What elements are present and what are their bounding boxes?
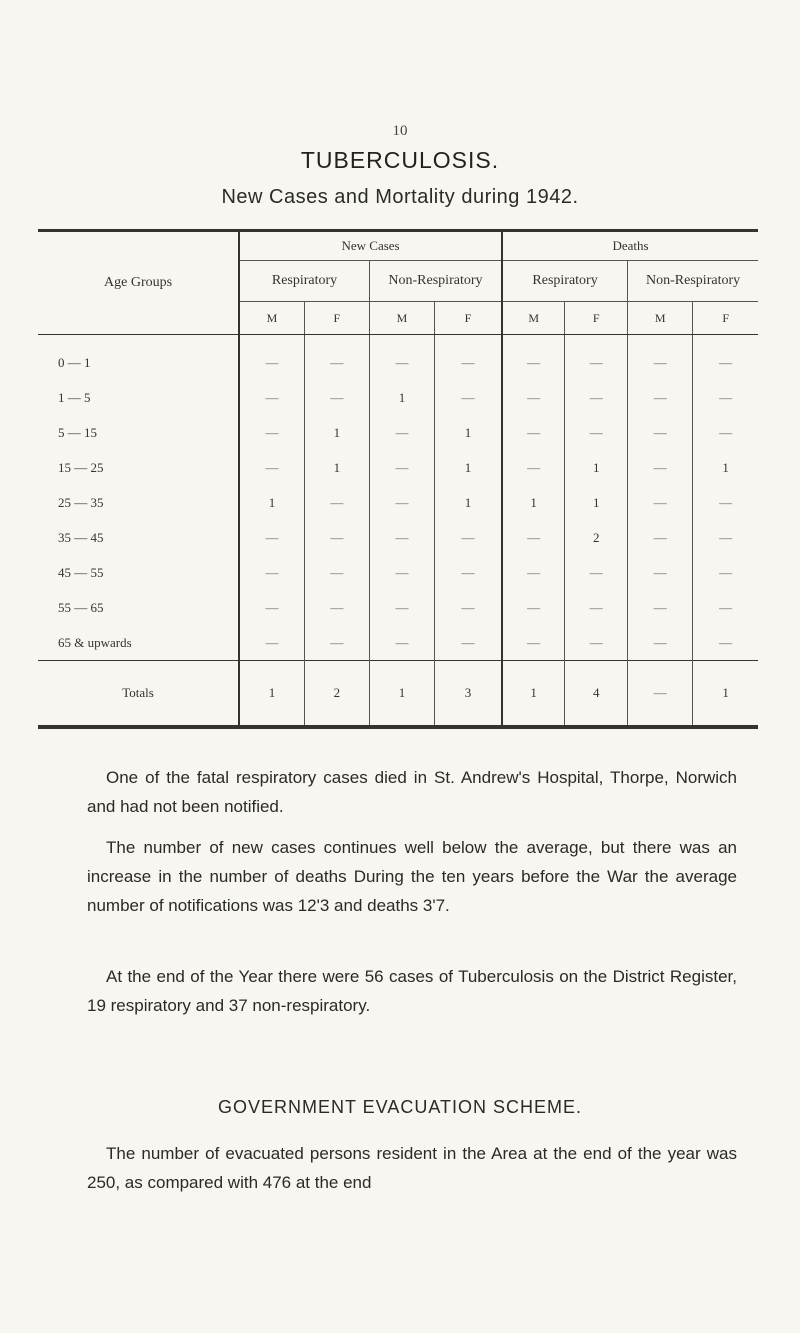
value-cell: — xyxy=(693,380,758,415)
value-cell: — xyxy=(239,625,304,661)
value-cell: — xyxy=(369,485,434,520)
header-new-non-respiratory: Non-Respiratory xyxy=(369,261,502,302)
header-age-groups: Age Groups xyxy=(38,231,239,335)
paragraph-fatal-case: One of the fatal respiratory cases died in St. Andrew's Hospital, Thorpe, Norwich and had not been notified. xyxy=(87,768,737,816)
value-cell: 1 xyxy=(304,450,369,485)
value-cell: — xyxy=(239,555,304,590)
value-cell: — xyxy=(304,335,369,381)
value-cell: — xyxy=(565,590,628,625)
header-new-respiratory: Respiratory xyxy=(239,261,369,302)
total-value-cell: 1 xyxy=(239,661,304,728)
value-cell: 1 xyxy=(435,450,502,485)
header-new-cases: New Cases xyxy=(239,231,502,261)
totals-row xyxy=(38,661,758,728)
header-female: F xyxy=(304,302,369,335)
tuberculosis-table xyxy=(38,229,758,729)
value-cell: — xyxy=(628,590,693,625)
age-group-cell: 65 & upwards xyxy=(58,634,132,650)
paragraph-new-cases: The number of new cases continues well below the average, but there was an increase in the number of deaths During the ten years before the War the average number of notifications was 12'3 and deaths 3'7. xyxy=(87,838,737,915)
table-row xyxy=(38,415,758,450)
value-cell: — xyxy=(304,485,369,520)
value-cell: 1 xyxy=(435,415,502,450)
table-row xyxy=(38,555,758,590)
value-cell: — xyxy=(304,520,369,555)
page-number: 10 xyxy=(392,123,408,139)
value-cell: — xyxy=(304,590,369,625)
value-cell: — xyxy=(239,450,304,485)
value-cell: — xyxy=(239,590,304,625)
value-cell: — xyxy=(239,415,304,450)
age-group-cell: 0 — 1 xyxy=(58,354,91,370)
age-group-cell: 45 — 55 xyxy=(58,564,104,580)
value-cell: — xyxy=(369,520,434,555)
table-row xyxy=(38,590,758,625)
value-cell: — xyxy=(502,415,565,450)
header-deaths-respiratory: Respiratory xyxy=(502,261,628,302)
paragraph-register: At the end of the Year there were 56 cases of Tuberculosis on the District Register, 19 respiratory and 37 non-respiratory. xyxy=(87,967,737,1015)
value-cell: — xyxy=(693,335,758,381)
value-cell: — xyxy=(628,485,693,520)
age-group-cell: 55 — 65 xyxy=(58,599,104,615)
value-cell: 2 xyxy=(565,520,628,555)
value-cell: — xyxy=(693,415,758,450)
value-cell: 1 xyxy=(435,485,502,520)
value-cell: — xyxy=(628,625,693,661)
value-cell: — xyxy=(502,590,565,625)
value-cell: — xyxy=(628,415,693,450)
value-cell: — xyxy=(369,415,434,450)
table-row xyxy=(38,485,758,520)
value-cell: — xyxy=(565,415,628,450)
value-cell: — xyxy=(369,625,434,661)
value-cell: — xyxy=(435,335,502,381)
total-value-cell: 3 xyxy=(435,661,502,728)
value-cell: — xyxy=(693,590,758,625)
value-cell: — xyxy=(693,520,758,555)
value-cell: — xyxy=(502,335,565,381)
header-deaths-non-respiratory: Non-Respiratory xyxy=(628,261,758,302)
value-cell: — xyxy=(502,520,565,555)
page-subtitle: New Cases and Mortality during 1942. xyxy=(221,186,579,208)
header-deaths: Deaths xyxy=(502,231,758,261)
total-value-cell: 4 xyxy=(565,661,628,728)
value-cell: 1 xyxy=(239,485,304,520)
table-row xyxy=(38,335,758,381)
table-row xyxy=(38,520,758,555)
value-cell: — xyxy=(239,520,304,555)
total-value-cell: 1 xyxy=(693,661,758,728)
value-cell: — xyxy=(369,590,434,625)
value-cell: 1 xyxy=(502,485,565,520)
value-cell: — xyxy=(369,555,434,590)
value-cell: — xyxy=(628,335,693,381)
total-value-cell: 2 xyxy=(304,661,369,728)
value-cell: — xyxy=(693,485,758,520)
value-cell: — xyxy=(502,555,565,590)
value-cell: — xyxy=(565,335,628,381)
value-cell: 1 xyxy=(369,380,434,415)
age-group-cell: 5 — 15 xyxy=(58,424,97,440)
page-title: TUBERCULOSIS. xyxy=(300,147,500,173)
header-male: M xyxy=(239,302,304,335)
totals-label: Totals xyxy=(38,661,239,728)
value-cell: — xyxy=(239,380,304,415)
value-cell: — xyxy=(628,520,693,555)
value-cell: — xyxy=(435,590,502,625)
value-cell: — xyxy=(435,520,502,555)
header-female: F xyxy=(435,302,502,335)
value-cell: — xyxy=(304,625,369,661)
age-group-cell: 15 — 25 xyxy=(58,459,104,475)
value-cell: — xyxy=(565,555,628,590)
table-row xyxy=(38,450,758,485)
value-cell: — xyxy=(435,380,502,415)
value-cell: — xyxy=(628,450,693,485)
value-cell: 1 xyxy=(304,415,369,450)
value-cell: — xyxy=(502,625,565,661)
value-cell: 1 xyxy=(565,450,628,485)
value-cell: — xyxy=(369,450,434,485)
value-cell: — xyxy=(502,380,565,415)
value-cell: — xyxy=(628,555,693,590)
header-female: F xyxy=(565,302,628,335)
value-cell: — xyxy=(502,450,565,485)
header-male: M xyxy=(628,302,693,335)
age-group-cell: 1 — 5 xyxy=(58,389,91,405)
total-value-cell: 1 xyxy=(369,661,434,728)
table-row xyxy=(38,625,758,661)
total-value-cell: — xyxy=(628,661,693,728)
age-group-cell: 25 — 35 xyxy=(58,494,104,510)
paragraph-evacuation: The number of evacuated persons resident in the Area at the end of the year was 250, as compared with 476 at the end xyxy=(87,1144,737,1192)
header-male: M xyxy=(502,302,565,335)
value-cell: — xyxy=(304,555,369,590)
value-cell: — xyxy=(565,625,628,661)
value-cell: 1 xyxy=(693,450,758,485)
header-male: M xyxy=(369,302,434,335)
value-cell: — xyxy=(435,625,502,661)
age-group-cell: 35 — 45 xyxy=(58,529,104,545)
value-cell: — xyxy=(239,335,304,381)
value-cell: — xyxy=(693,625,758,661)
value-cell: — xyxy=(435,555,502,590)
total-value-cell: 1 xyxy=(502,661,565,728)
table-row xyxy=(38,380,758,415)
value-cell: — xyxy=(304,380,369,415)
value-cell: 1 xyxy=(565,485,628,520)
value-cell: — xyxy=(693,555,758,590)
value-cell: — xyxy=(565,380,628,415)
header-female: F xyxy=(693,302,758,335)
section-heading-evacuation: GOVERNMENT EVACUATION SCHEME. xyxy=(217,1097,583,1117)
value-cell: — xyxy=(369,335,434,381)
value-cell: — xyxy=(628,380,693,415)
